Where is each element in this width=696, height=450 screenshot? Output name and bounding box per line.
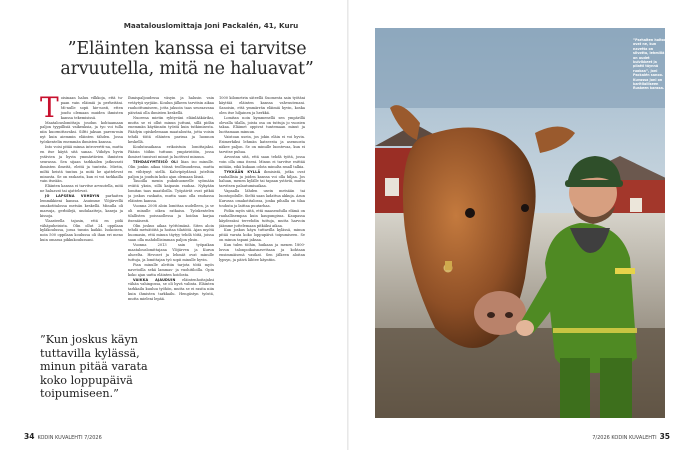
article-headline [40, 39, 334, 79]
lead-paragraph: oisinaan haluu vilkkoja, että tu-paan vain eläimiä ja perheitäni. Mi-nulle sopii hie-nosti, etten joudu olemaan muiden ihmisten kanssa tekemisissä. [60, 96, 123, 120]
paragraph: Lomitan noin kymmenellä sen ympärillä olevalla tilalla, joista osa on tuttuja jo vuosien takaa. Eläimet oppivat tuntemaan minut ja luottamaan minuun. [219, 115, 305, 135]
article-kicker: Maatalouslomittaja Joni Packalén, 41, Kuru [123, 21, 299, 30]
magazine-name: KODIN KUVALEHTI 7/2026 [37, 435, 102, 441]
paragraph: Ihmispaljoudessa väsyin ja halusin vain vetäytyä syrjään. Koulun jälkeen tarvitsin aikaa rauhoittumiseen, jotta jaksoin taas seuraavana päivänä olla ihmisten keskellä. [128, 96, 214, 115]
paragraph: Arvostan sitä, että saan tehdä työtä, jossa voin olla oma itseni. Minun ei tarvitse esittää mitään, eikä kukaan odota minulta small talkia. [219, 154, 305, 169]
paragraph: 1000 kilometrin säteellä Suomesta sain työtäni käyttää eläinten kanssa vahvuutenani. Sanoisin, että ymmärrän eläimiä hyvin, koska olen itse hiljainen ja herkkä. [219, 96, 305, 115]
paragraph: ihmisistä, jotka ovat rauhallisia ja joiden kanssa voi olla hiljaa. Jos haluan, menen kylälle tai tapaan ystäviä, mutta tarvitsen palautumisaikaa. [219, 169, 305, 189]
pull-quote-line: minun pitää varata [40, 360, 148, 374]
page-number: 34 [24, 432, 35, 441]
paragraph: Koulutusaikana erikoistuin lomittajaksi. Pääsin töihin tuttuun ympäristöön, jossa ihmiset tunsivat minut ja luottivat minuun. [128, 145, 214, 159]
paragraph: liian iso minulle. Olin jonkin aikaa töissä teollisuudessa, mutta en viihtynyt siellä. Kahvipöydässä juteltiin paljon ja jouduin koko ajan olemaan läsnä. [128, 159, 214, 179]
paragraph: Ylaasteella tajusin, että en pidä vähäpuheisista. Olin ollut 24 oppilaan kyläkoulussa, jossa tunsin kaikki. Isokoisen, noin 500 oppilaan koulussa oli ihan eri meno kuin omassa pikkukoulussani. [40, 218, 123, 243]
paragraph: Olin joskus aikaa työttömänä. Siten aloin tehdä metsätöitä ja hoitaa tilatöitä. Ajan myötä huomasin, että minun täytyy tehdä töitä, joissa saan olla mahdollisimman paljon yksin. [128, 223, 214, 243]
footer-right [592, 432, 670, 441]
paragraph: Vuonna 2013 sain työpaikan maatalouslomittajana Ylöjärven ja Kurun alueelta. Hevoset ja lehmät ovat minulle tuttuja, ja lomittajan työ sopii minulle hyvin. [128, 243, 214, 262]
paragraph: Kun tulen töihin, huikaan ja menen 1800-luvun talonpoikaisnavettaan ja kohtaan ensimmäisenä vasikat. Sen jälkeen aloitan lypsyn, ja päivä lähtee käyntiin. [219, 243, 305, 262]
pull-quote-line: koko loppupäivä [40, 373, 133, 387]
headline-line-1: ”Eläinten kanssa ei tarvitse [67, 39, 307, 59]
paragraph: parhaiten lemmikkieni kanssa. Asuimme Ylöjärvellä omakotitalossa metsän keskellä. Minulla oli marsuja, gerbiilejä, undulaatteja, kaneja ja kissoja. [40, 194, 123, 218]
text-column-3 [219, 96, 305, 426]
paragraph: Eläinten kanssa ei tarvitse arvuutella, mitä ne haluavat tai ajattelevat. [40, 184, 123, 194]
paragraph: Vaistoan usein, jos jokin eläin ei voi hyvin. Esimerkiksi lehmän katseesta ja asennosta näkee paljon. Se on minulle luontevaa, kun ei tarvitse puhua. [219, 135, 305, 154]
headline-line-2: arvuutella, mitä ne haluavat” [60, 59, 314, 79]
paragraph: Pidän myös siitä, että maaseudulla elämä on rauhallisempaa kuin kaupungissa. Kaupassa käydessäni tervehdin tuttuja, mutta harvoin jäämme juttelemaan pitkäksi aikaa. [219, 208, 305, 228]
subheading: VAIKKA AJAUDUIN [133, 277, 176, 282]
paragraph: Tauoilla menin pukuhuoneelle syömään eväitä yksin, sillä kaipasin rauhaa. Nykyään lomitan taas maatiloilla. Työpäivät ovat pitkiä ja joskus raskaita, mutta saan olla rauhassa eläinten kanssa. [128, 179, 214, 204]
paragraph: Vuonna 2008 aloin lomittaa uudelleen, ja se oli minulle oikea ratkaisu. Työskentelen tilallisten poissaollessa ja hoidan karjaa itsenäisesti. [128, 203, 214, 223]
pull-quote-line: tuttavilla kylässä, [40, 346, 140, 360]
paragraph: Nuorena mietin ryhtyväni eläinlääkäriksi, mutta se ei ollut minun juttuni, sillä pidän enemmän käytännön työstä kuin tutkimisesta. Päädyin opiskelemaan maataloutta, jotta voisin tehdä töitä eläinten parissa ja luonnon keskellä. [128, 115, 214, 145]
drop-cap: T [40, 96, 59, 124]
paragraph: Into voisi pitää minua introvertti-na, mutta en itse käytä sitä sanaa. Viihdyn hyvin ystävien ja hyvin ymmärtävien ihmisten seurassa. Sen sijaan tarkkailen jatkuvasti ihmisten ilmeitä, eleitä ja tunteita. Mietin, miltä heistä tuntuu ja mitä he ajattelevat minusta. Se on raskasta, kun ei voi tarkkailla vain itseään. [40, 145, 123, 184]
paragraph: Vapaalla lähden usein metsään tai luontopolulle. Sieltä saan ladattua akkuja. Asun Kurussa omakotitalossa, jonka pihalla on tilaa touhuta ja laittaa puutarhaa. [219, 189, 305, 208]
subheading: TEHDASYMTEISÖ OLI [133, 159, 178, 164]
magazine-name: 7/2026 KODIN KUVALEHTI [592, 435, 657, 441]
pull-quote-line: ”Kun joskus käyn [40, 333, 138, 346]
footer-left [24, 432, 102, 441]
paragraph: Maatalouslomittaja joudun kohtaamaan paljon tyypillisiä vaikeuksia, ja tyo voi tulla niin kuormittavaksi. Siltti jaksan parem-min nyt kuin aiemmin eläinten tähden. Jossa työskentelin enemmän ihmisten kanssa. [40, 120, 123, 145]
text-column-2 [128, 96, 214, 426]
article-photo [375, 28, 665, 418]
subheading: JO LAPSENA VIIHDYIN [45, 194, 100, 199]
page-gutter [347, 0, 349, 450]
page-number: 35 [659, 432, 670, 441]
paragraph: Kun joskus käyn tuttavilla kylässä, minun pitää varata koko loppupäivä toipumiseen. Se on minun tapani jaksaa. [219, 228, 305, 243]
subheading: TYKKÄÄN KYLLÄ [224, 169, 261, 174]
photo-farmer-and-cow [375, 28, 665, 418]
paragraph: Pian minulle alettiin tarjota töitä myös navetoilla sekä lammas- ja vuohitiloilla. Opin koko ajan uutta eläinten hoidosta. [128, 262, 214, 277]
pull-quote-line: toipumiseen.” [40, 387, 119, 401]
paragraph: eläintenhoitajaksi vähän vahingossa, se oli hyvä valinta. Eläinten tarkkailu kuuluu työhön, mutta se ei rasita niin kuin ihmisten tarkkailu. Hengästyn työstä, mutta mieleni lepää. [128, 277, 214, 302]
photo-caption: ”Parhaiten hoitoa ovat ne, kun navetta on siivottu, lehmillä on uudet kuivikkeet ja pilatti täynnä ruokaa”, Joni Packalén sanoo. Kuvassa Joni on karitilalliseen Ruskeen kanssa. [633, 38, 667, 91]
